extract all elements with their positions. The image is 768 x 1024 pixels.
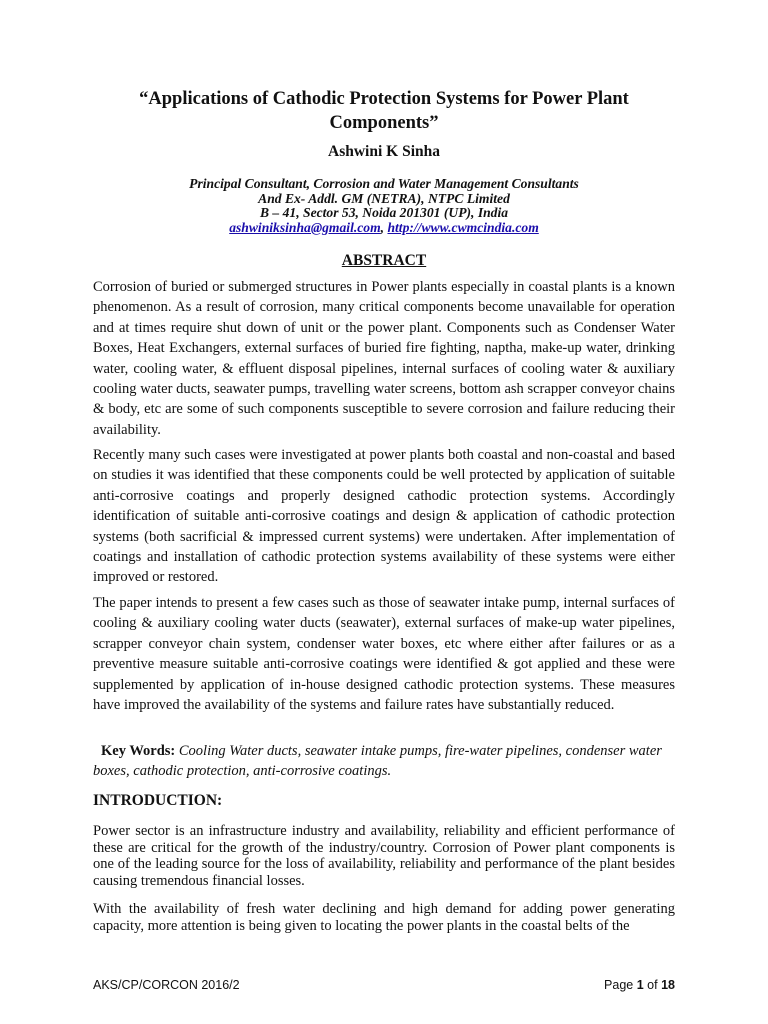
abstract-paragraph-3: The paper intends to present a few cases such as those of seawater intake pump, internal surfaces of cooling & auxiliary cooling water ducts (seawater), external surfaces of make-up water pipelines, scrapper conveyor chain system, condenser water boxes, etc where either after failures or as a preventive measure suitable anti-corrosive coatings were identified & got applied and these were supplemented by application of in-house designed cathodic protection systems. These measures have improved the availability of the systems and failure rates have substantially reduced. [93, 595, 675, 714]
paper-author: Ashwini K Sinha [328, 143, 440, 160]
introduction-paragraph-1: Power sector is an infrastructure industry and availability, reliability and efficient performance of these are critical for the growth of the industry/country. Corrosion of Power plant components is one of the leading source for the loss of availability, reliability and performance of the plant besides causing tremendous financial losses. [93, 823, 675, 889]
introduction-heading: INTRODUCTION: [93, 792, 223, 809]
author-website-link[interactable]: http://www.cwmcindia.com [387, 219, 539, 235]
footer-page-number [604, 977, 675, 993]
keywords-text: Cooling Water ducts, seawater intake pumps, fire-water pipelines, condenser water boxes, cathodic protection, anti-corrosive coatings. [93, 743, 662, 779]
contacts-separator: , [380, 219, 388, 235]
introduction-paragraph-2: With the availability of fresh water declining and high demand for adding power generating capacity, more attention is being given to locating the power plants in the coastal belts of the [93, 901, 675, 934]
abstract-paragraph-2: Recently many such cases were investigated at power plants both coastal and non-coastal and based on studies it was identified that these components could be well protected by application of suitable anti-corrosive coatings and properly designed cathodic protection systems. Accordingly identification of suitable anti-corrosive coatings and design & application of cathodic protection systems (both sacrificial & impressed current systems) were undertaken. After implementation of coatings and installation of cathodic protection systems availability of these systems were either improved or restored. [93, 447, 675, 586]
keywords-label: Key Words: [101, 743, 176, 759]
footer-document-id: AKS/CP/CORCON 2016/2 [93, 978, 240, 992]
author-email-link[interactable]: ashwiniksinha@gmail.com [229, 219, 381, 235]
keywords [93, 741, 675, 781]
page-current: 1 [636, 978, 644, 992]
affiliation-line-1: Principal Consultant, Corrosion and Water Management Consultants [189, 176, 579, 191]
author-contacts [120, 221, 648, 236]
affiliation-line-3: B – 41, Sector 53, Noida 201301 (UP), India [259, 205, 509, 220]
page-word: Page [604, 978, 634, 992]
abstract-paragraph-1: Corrosion of buried or submerged structures in Power plants especially in coastal plants is a known phenomenon. As a result of corrosion, many critical components become unavailable for operation and at times require shut down of unit or the power plant. Components such as Condenser Water Boxes, Heat Exchangers, external surfaces of buried fire fighting, naptha, make-up water, drinking water, cooling water, & effluent disposal pipelines, internal surfaces of cooling water & auxiliary cooling water ducts, seawater pumps, travelling water screens, bottom ash scrapper conveyor chains & body, etc are some of such components susceptible to severe corrosion and failure reducing their availability. [93, 279, 675, 438]
page-of: of [647, 978, 658, 992]
paper-title: “Applications of Cathodic Protection Systems for Power Plant Components” [139, 89, 629, 133]
abstract-heading: ABSTRACT [341, 252, 427, 269]
affiliation-line-2: And Ex- Addl. GM (NETRA), NTPC Limited [258, 190, 510, 206]
author-affiliation [120, 177, 648, 235]
page-total: 18 [661, 978, 675, 992]
